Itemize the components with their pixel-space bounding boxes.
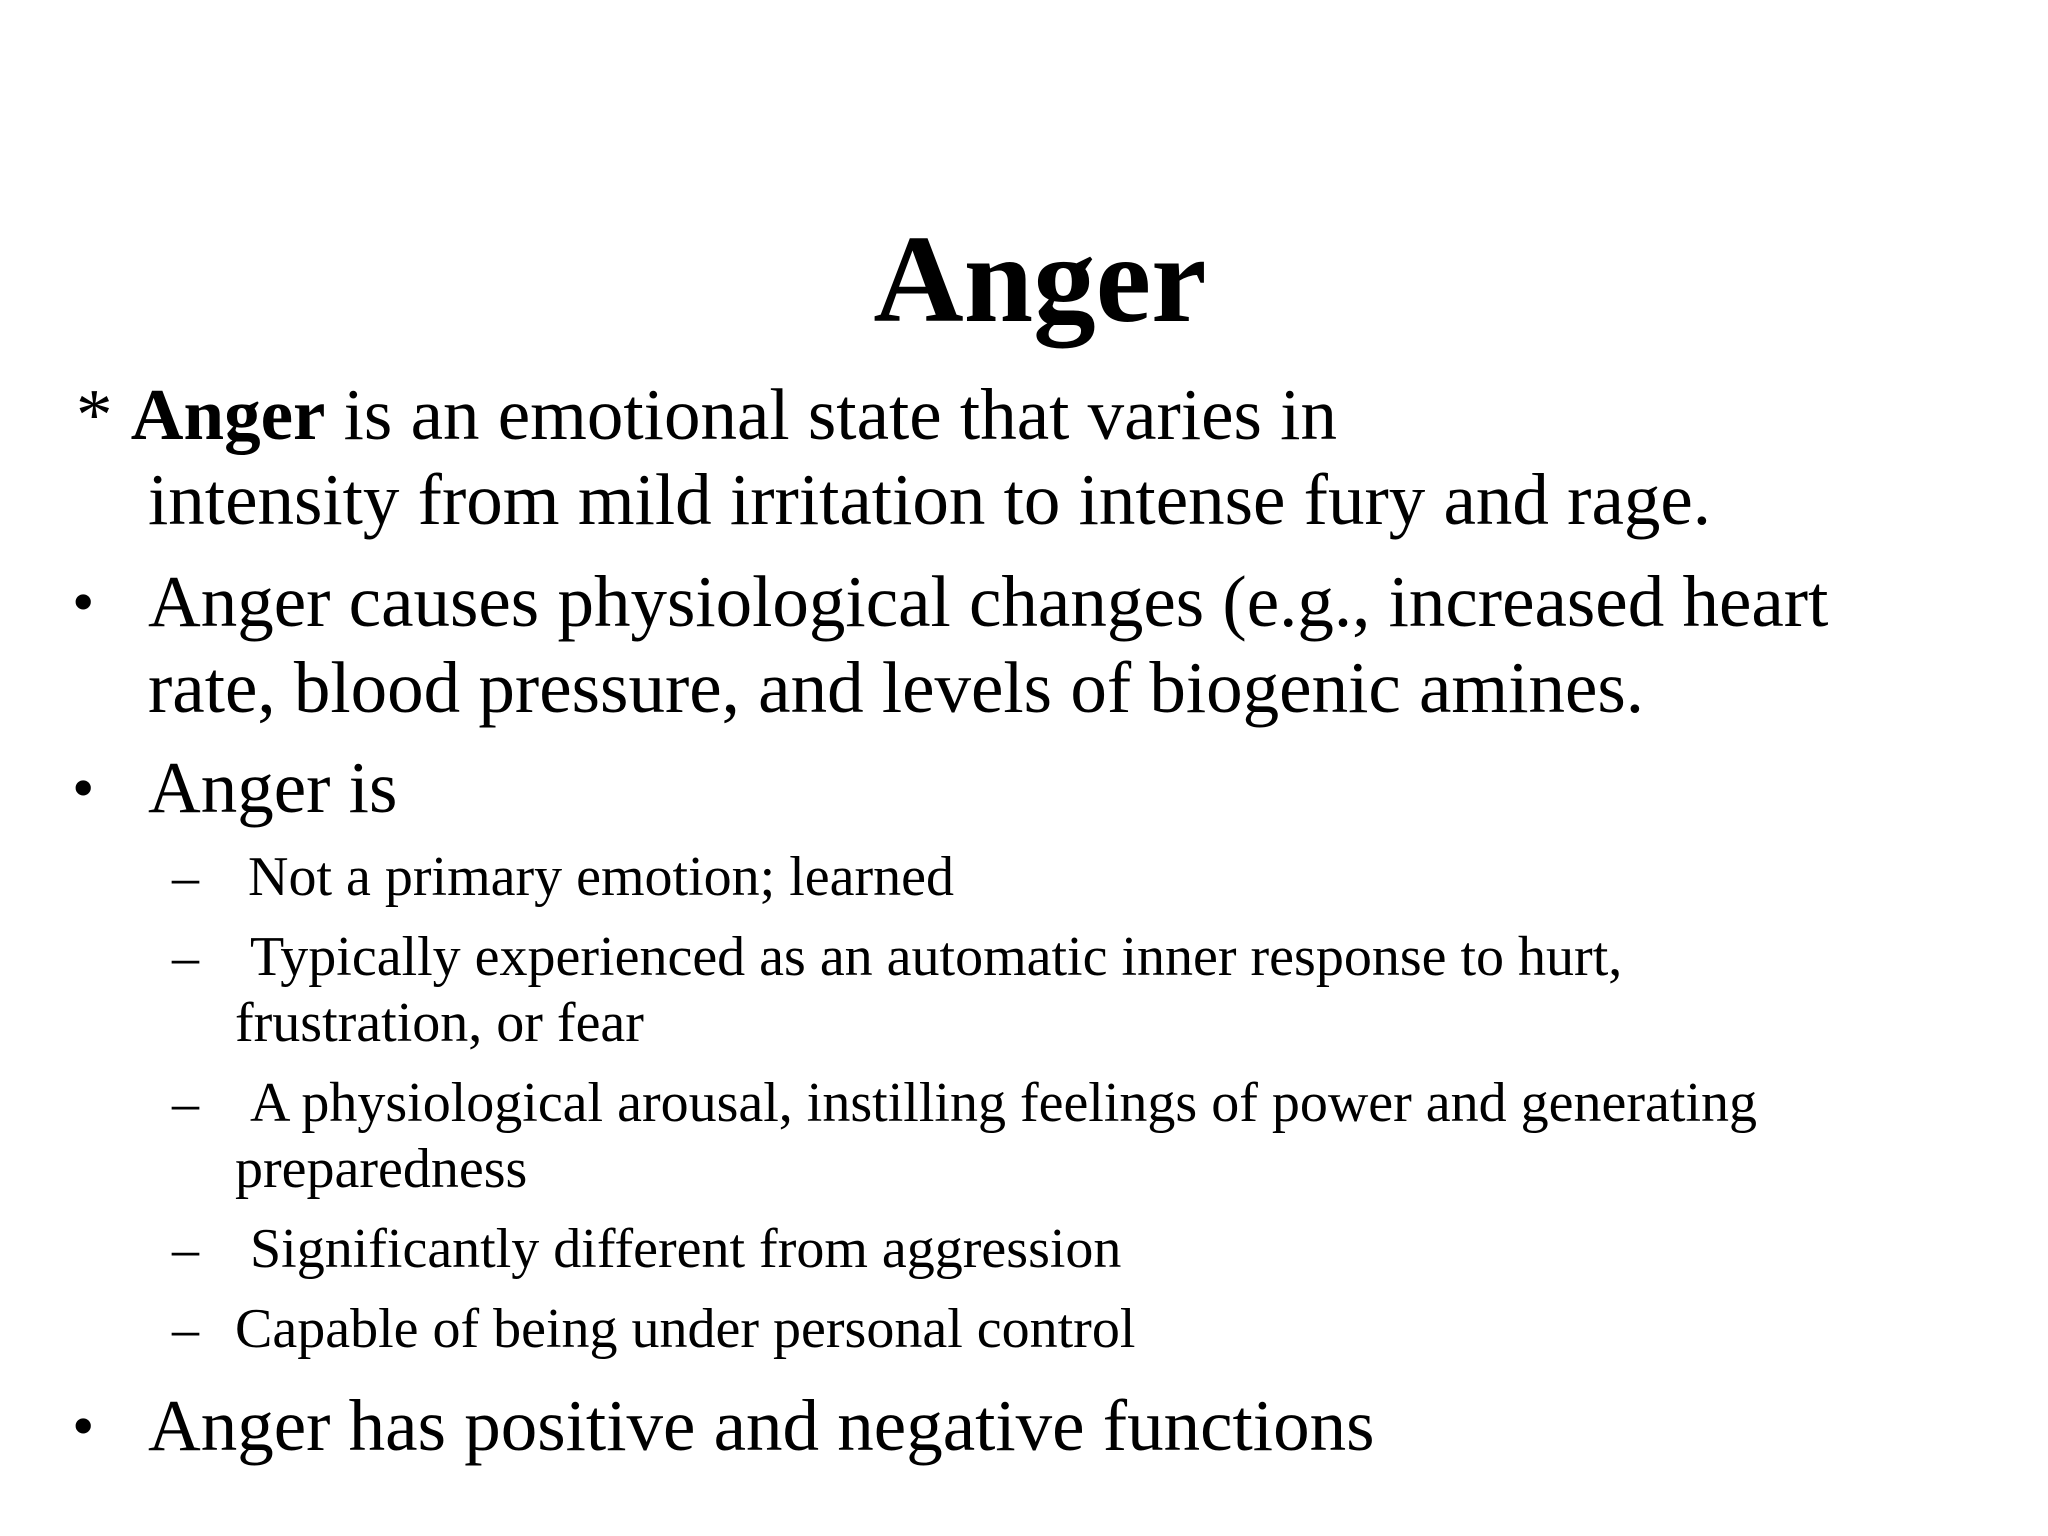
bullet-marker: • [72,566,95,637]
sub-item-2-line-1: Typically experienced as an automatic inner response to hurt, [250,926,1623,988]
bullet-1-line-1: Anger causes physiological changes (e.g., increased heart [148,561,1829,642]
sub-item-2-line-2: frustration, or fear [235,992,644,1054]
bullet-marker: • [72,752,95,823]
bullet-3-line-1: Anger has positive and negative functions [148,1385,1375,1466]
slide-title: Anger [873,211,1207,349]
bullet-1-line-2: rate, blood pressure, and levels of biogenic amines. [148,647,1645,728]
dash-marker: – [172,1073,199,1133]
dash-marker: – [172,1219,199,1279]
sub-item-4: Significantly different from aggression [250,1218,1122,1280]
sub-item-3-line-1: A physiological arousal, instilling feelings of power and generating [250,1072,1757,1134]
intro-line-1 [76,373,1337,457]
dash-marker: – [172,927,199,987]
intro-bold-word: Anger [130,374,326,455]
intro-line-1-text: is an emotional state that varies in [343,374,1337,455]
dash-marker: – [172,847,199,907]
sub-item-1: Not a primary emotion; learned [248,846,954,908]
sub-item-3-line-2: preparedness [235,1138,528,1200]
bullet-2-line-1: Anger is [148,747,398,828]
sub-item-5: Capable of being under personal control [235,1298,1136,1360]
intro-marker: * [76,374,113,455]
dash-marker: – [172,1299,199,1359]
bullet-marker: • [72,1390,95,1461]
intro-line-2: intensity from mild irritation to intense fury and rage. [148,459,1712,540]
